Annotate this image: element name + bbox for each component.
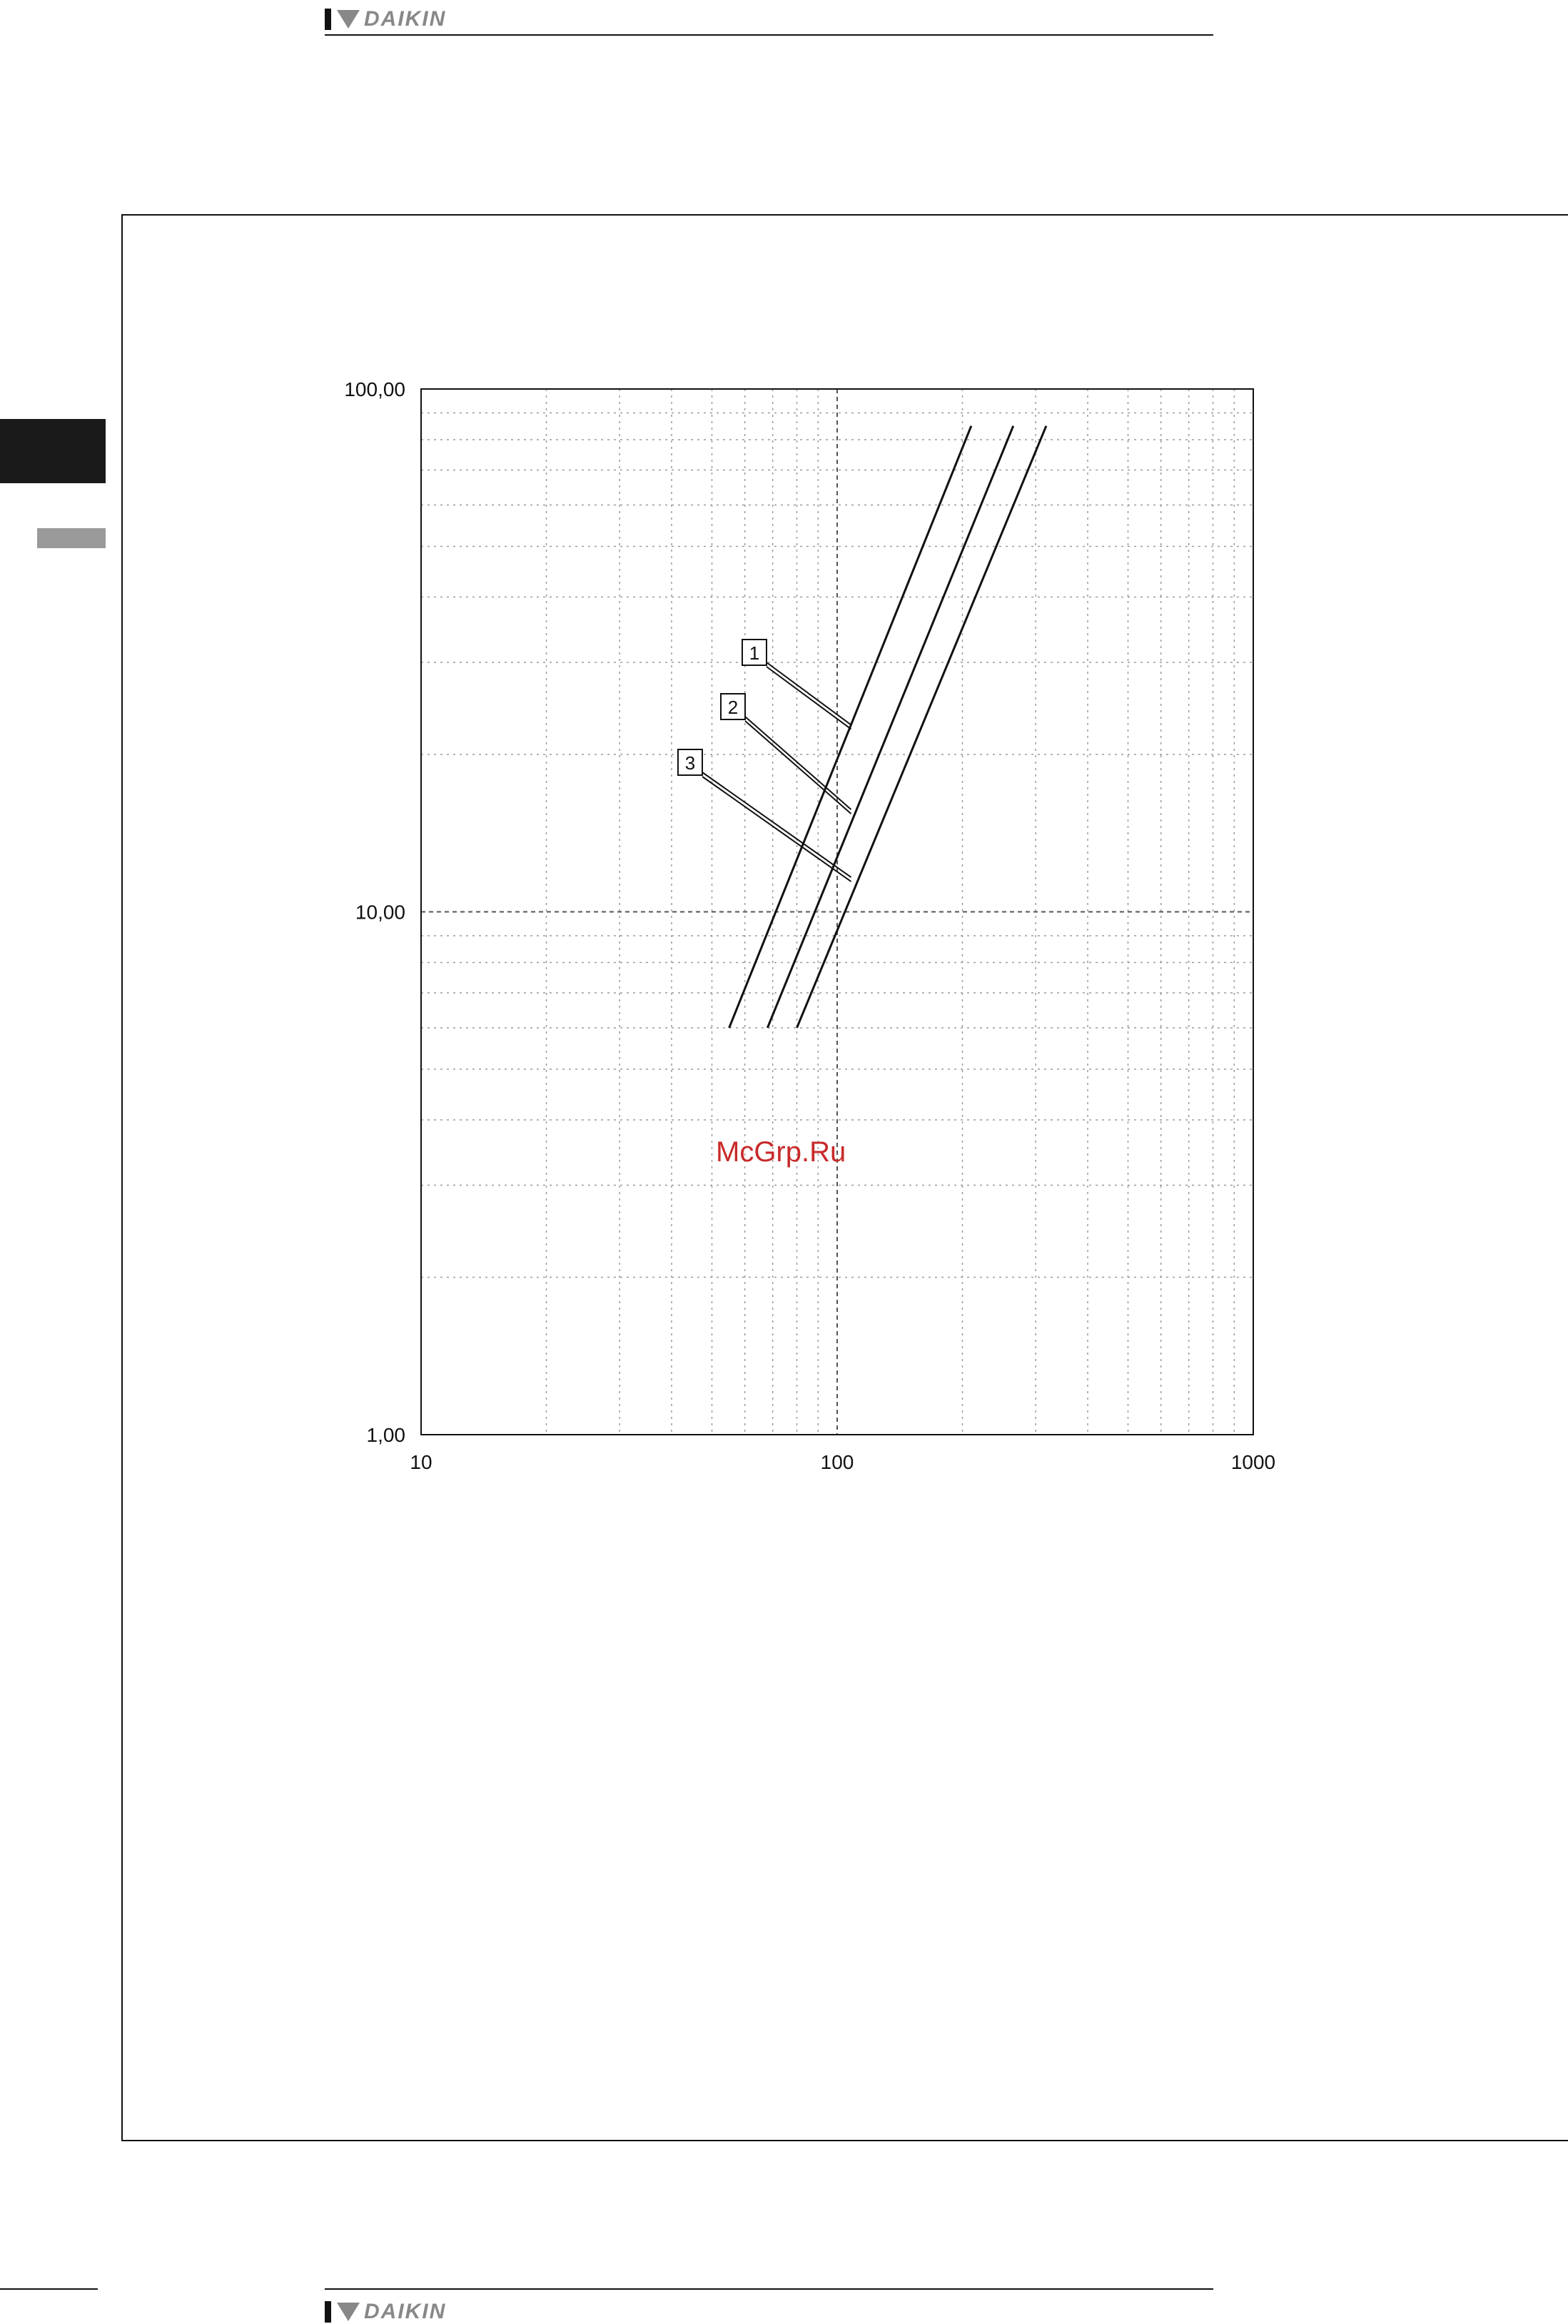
- y-tick-label: 1,00: [366, 1424, 405, 1446]
- series-layer: [729, 426, 1046, 1028]
- x-tick-label: 10: [410, 1451, 433, 1473]
- leader-line: [767, 662, 851, 725]
- y-tick-label: 100,00: [344, 378, 405, 400]
- grid-major: [421, 389, 1253, 1435]
- x-tick-label: 100: [820, 1451, 854, 1473]
- leader-line: [702, 772, 851, 877]
- series-line-1: [729, 426, 971, 1028]
- watermark-text: McGrp.Ru: [716, 1136, 846, 1168]
- y-tick-label: 10,00: [355, 901, 405, 924]
- footer-brand: [325, 2300, 446, 2324]
- footer-rule-left: [0, 2288, 98, 2290]
- annotation-label: 3: [684, 752, 696, 774]
- x-tick-label: 1000: [1230, 1451, 1276, 1473]
- leader-line: [745, 721, 851, 814]
- annotation-label: 1: [749, 642, 760, 664]
- brand-wordmark: DAIKIN: [364, 2300, 447, 2323]
- leader-line: [702, 777, 851, 881]
- annotation-layer: [678, 640, 767, 775]
- leader-line: [767, 667, 851, 729]
- series-line-2: [767, 426, 1013, 1028]
- brand-bar: [325, 2301, 331, 2323]
- daikin-logo-icon: [337, 2303, 360, 2321]
- footer-rule: [325, 2288, 1213, 2290]
- brand-wordmark: DAIKIN: [364, 7, 447, 31]
- series-line-3: [797, 426, 1046, 1028]
- annotation-label: 2: [727, 697, 739, 718]
